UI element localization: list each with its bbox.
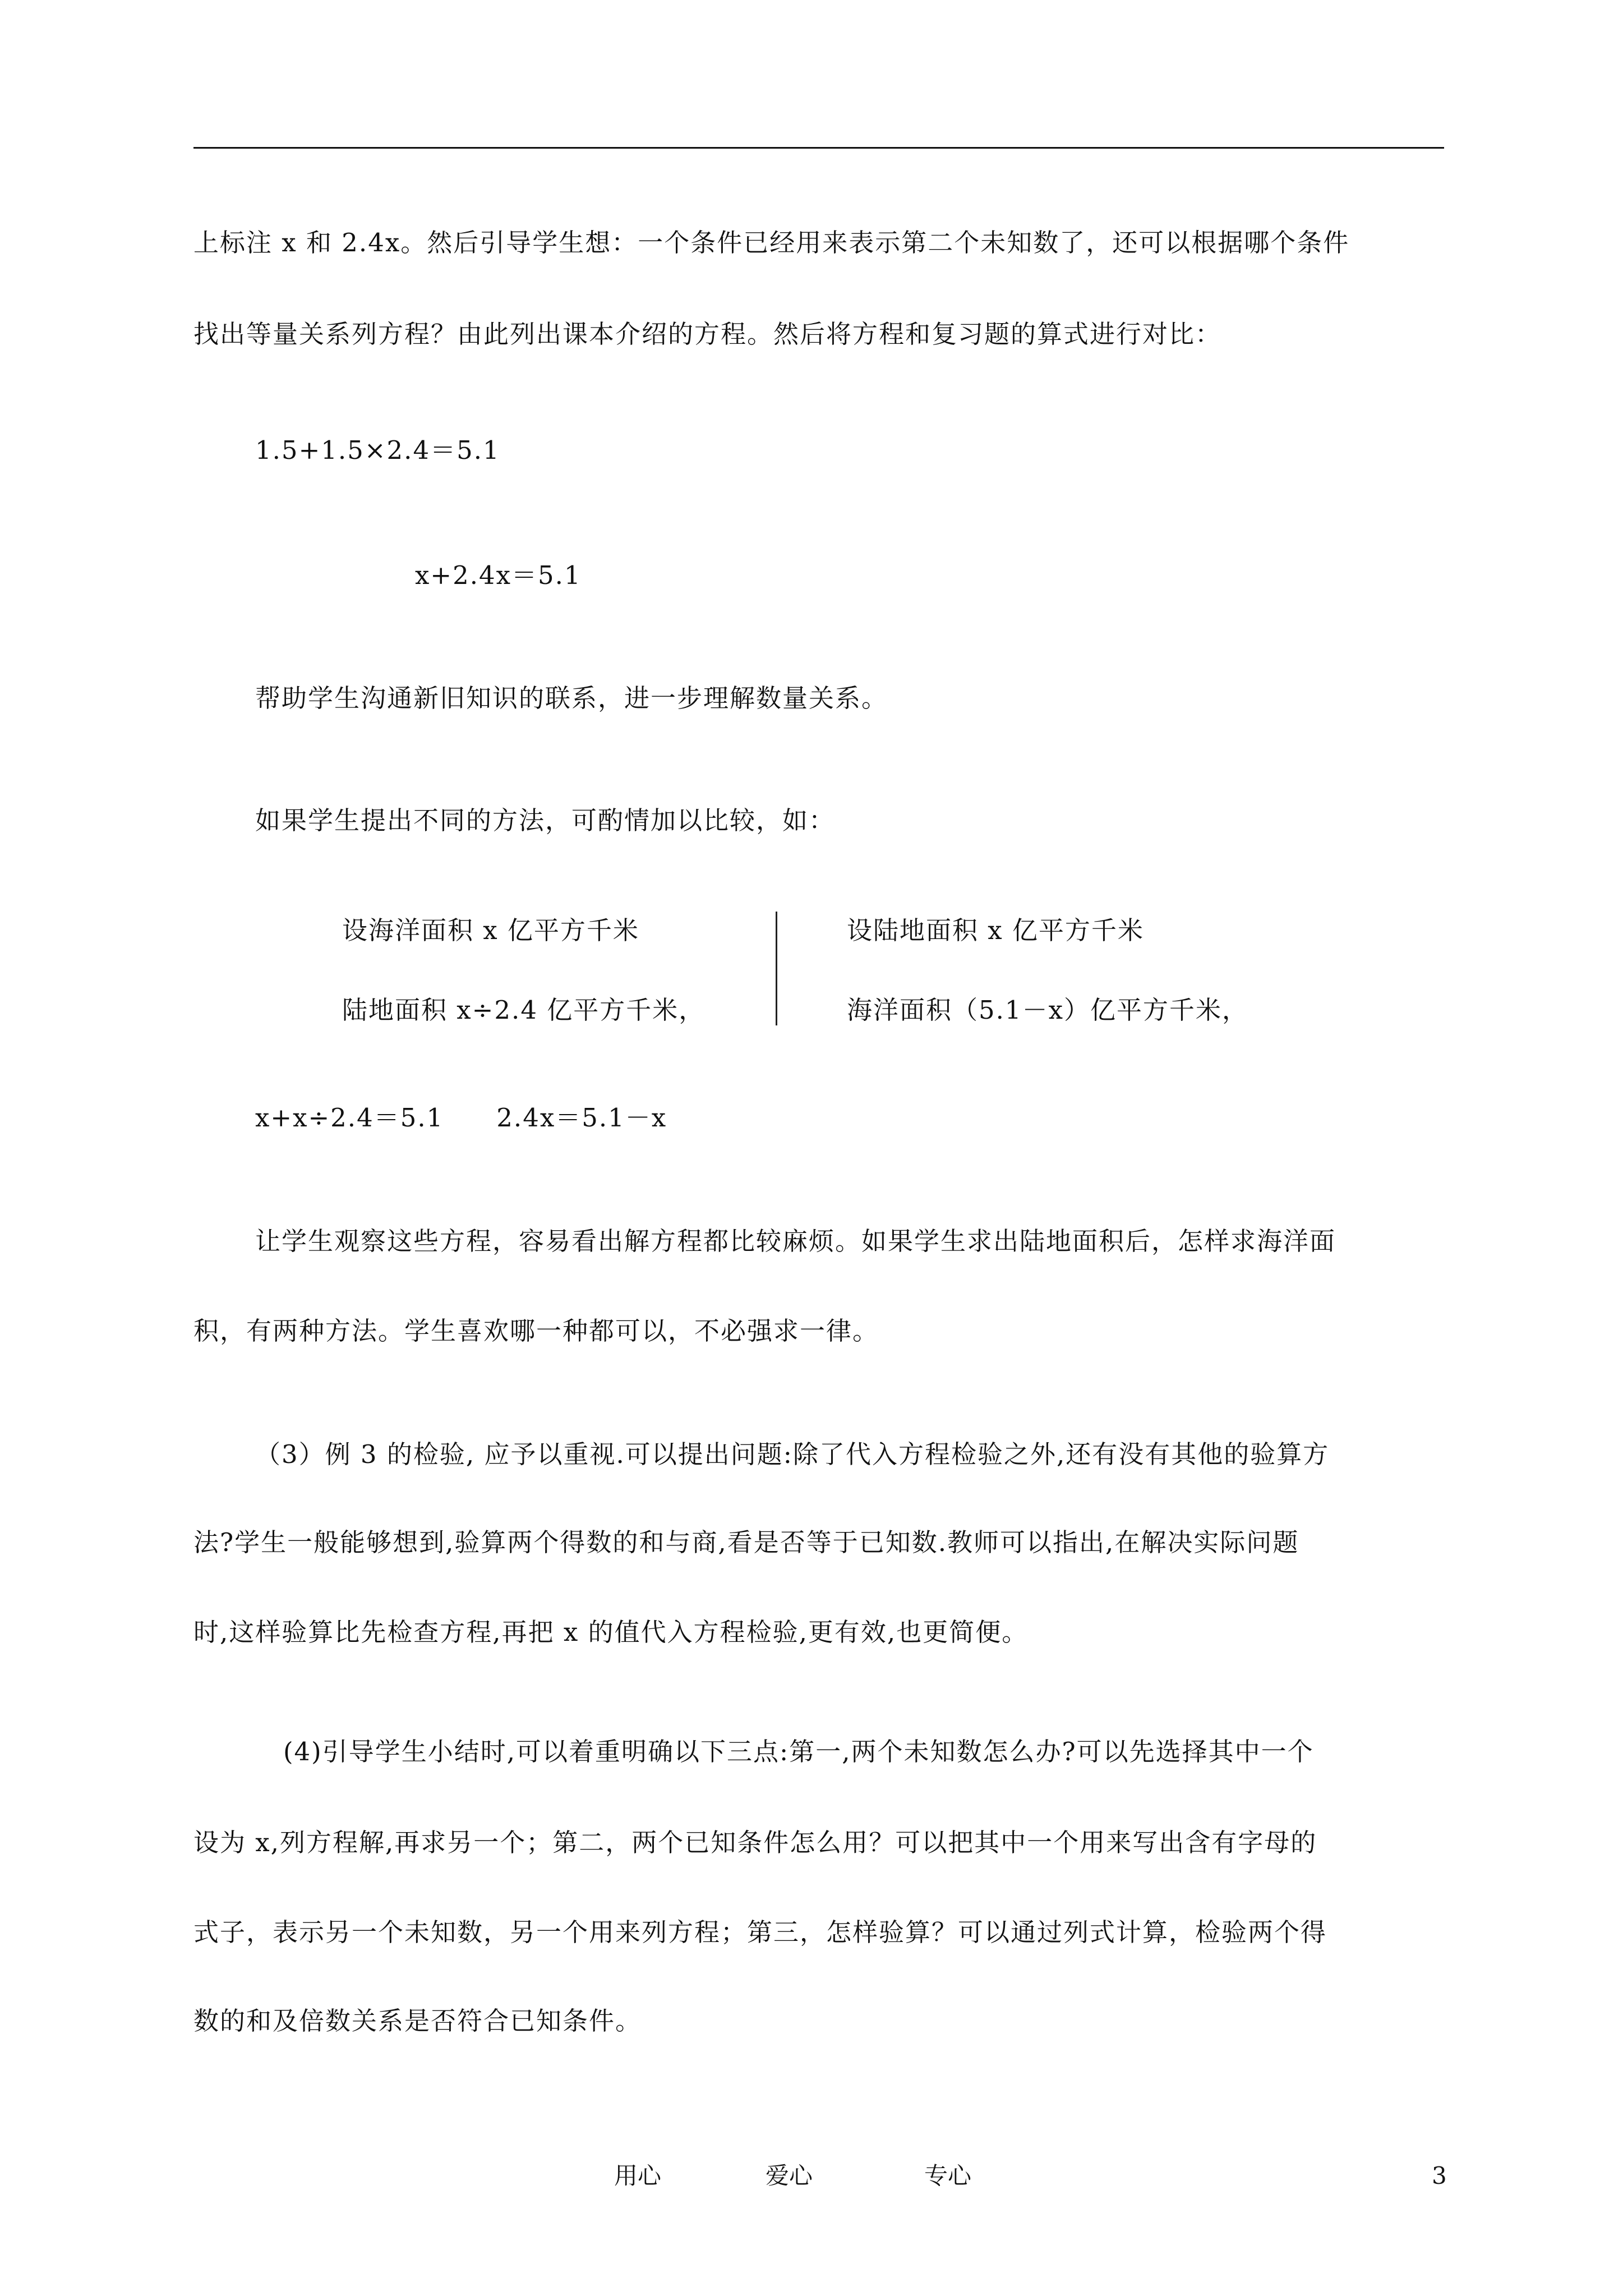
equation: x+2.4x＝5.1 xyxy=(415,560,582,590)
comparison-divider xyxy=(776,912,777,1025)
comparison-left-line: 设海洋面积 x 亿平方千米 xyxy=(342,915,639,945)
paragraph: 式子，表示另一个未知数，另一个用来列方程；第三，怎样验算？可以通过列式计算，检验两个得 xyxy=(193,1917,1327,1947)
paragraph: 时,这样验算比先检查方程,再把 x 的值代入方程检验,更有效,也更简便。 xyxy=(193,1617,1029,1647)
text-line: 找出等量关系列方程？由此列出课本介绍的方程。然后将方程和复习题的算式进行对比： xyxy=(193,319,1222,349)
comparison-right-line: 设陆地面积 x 亿平方千米 xyxy=(847,915,1144,945)
paragraph: 设为 x,列方程解,再求另一个；第二，两个已知条件怎么用？可以把其中一个用来写出含有字母的 xyxy=(193,1828,1317,1857)
comparison-right-line: 海洋面积（5.1－x）亿平方千米， xyxy=(847,995,1248,1025)
footer-word: 用心 xyxy=(614,2162,662,2189)
comparison-left-line: 陆地面积 x÷2.4 亿平方千米， xyxy=(342,995,706,1025)
paragraph: 积，有两种方法。学生喜欢哪一种都可以，不必强求一律。 xyxy=(193,1316,879,1346)
paragraph: （3）例 3 的检验, 应予以重视.可以提出问题:除了代入方程检验之外,还有没有其他的验算方 xyxy=(255,1439,1330,1469)
header-rule xyxy=(193,147,1444,149)
page-number: 3 xyxy=(1432,2162,1447,2189)
paragraph: 帮助学生沟通新旧知识的联系，进一步理解数量关系。 xyxy=(255,683,888,713)
equation: 1.5+1.5×2.4＝5.1 xyxy=(255,435,500,465)
equation: x+x÷2.4＝5.1 2.4x＝5.1－x xyxy=(255,1103,667,1133)
footer-word: 爱心 xyxy=(766,2162,813,2189)
paragraph: 让学生观察这些方程，容易看出解方程都比较麻烦。如果学生求出陆地面积后，怎样求海洋面 xyxy=(255,1226,1336,1256)
text-line: 上标注 x 和 2.4x。然后引导学生想：一个条件已经用来表示第二个未知数了，还可以根据哪个条件 xyxy=(193,228,1350,257)
paragraph: 数的和及倍数关系是否符合已知条件。 xyxy=(193,2006,642,2036)
footer-word: 专心 xyxy=(924,2162,972,2189)
paragraph: 如果学生提出不同的方法，可酌情加以比较，如： xyxy=(255,806,836,835)
paragraph: 法?学生一般能够想到,验算两个得数的和与商,看是否等于已知数.教师可以指出,在解决实际问题 xyxy=(193,1527,1299,1557)
paragraph: (4)引导学生小结时,可以着重明确以下三点:第一,两个未知数怎么办?可以先选择其中一个 xyxy=(283,1737,1314,1766)
